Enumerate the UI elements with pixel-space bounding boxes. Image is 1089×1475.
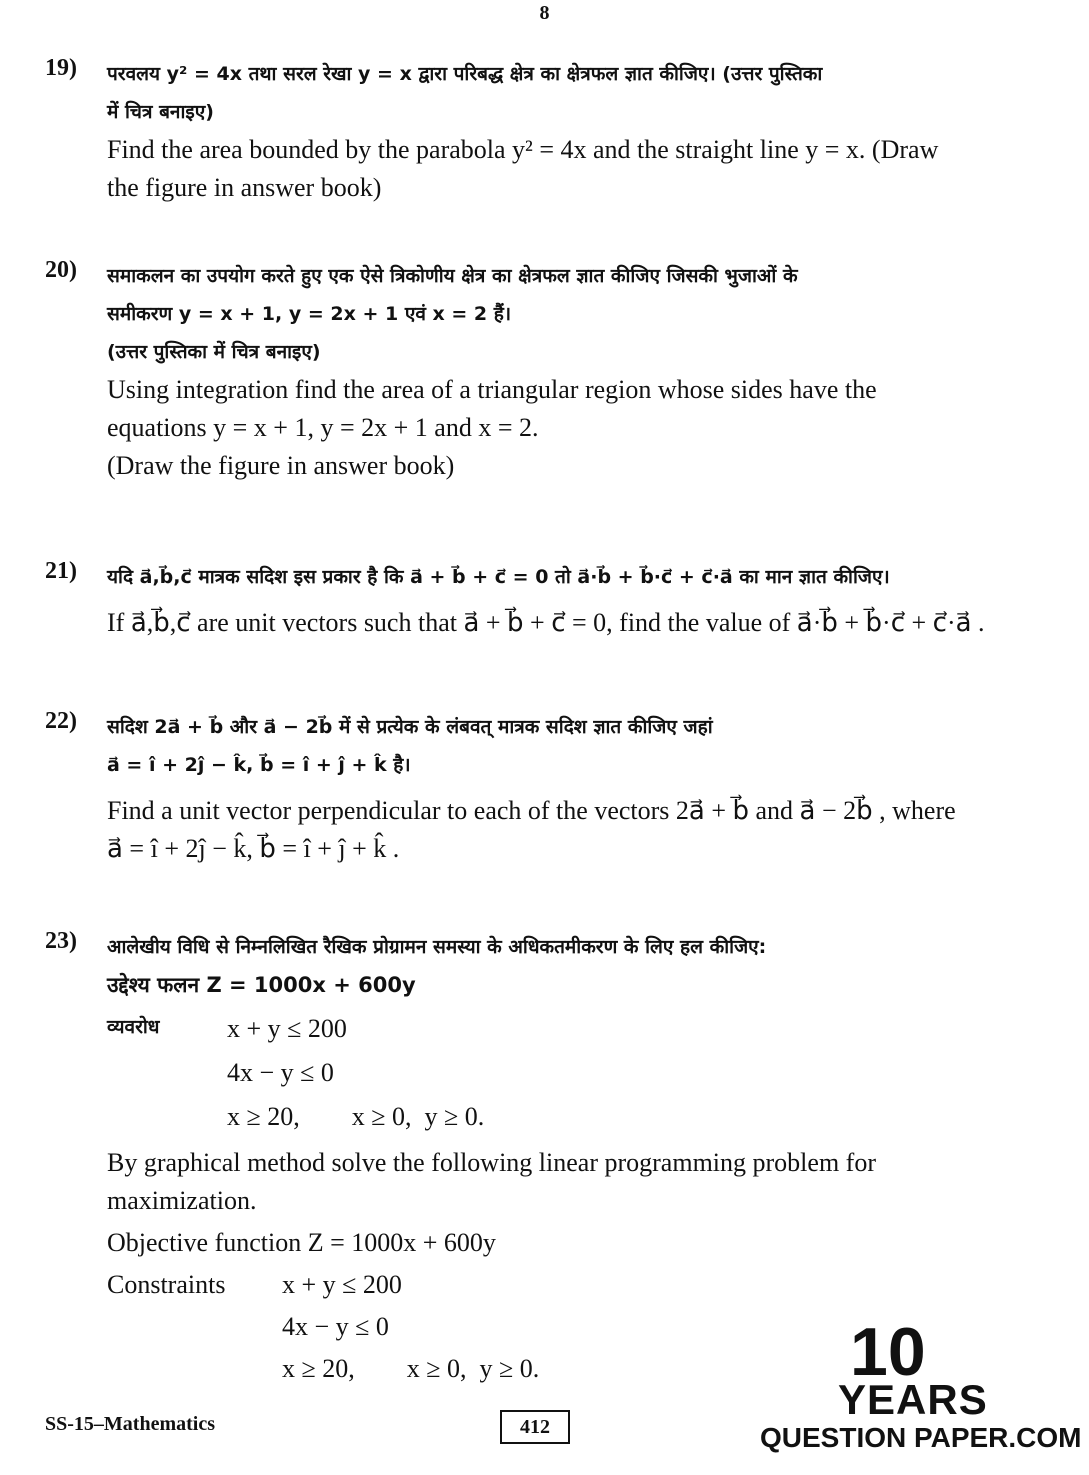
paper-code: SS-15–Mathematics	[45, 1413, 215, 1435]
question-number: 23)	[45, 928, 77, 954]
question-english-line: Objective function Z = 1000x + 600y	[107, 1228, 496, 1257]
question-english-line: equations y = x + 1, y = 2x + 1 and x = 2.	[107, 413, 539, 442]
question-hindi-line: (उत्तर पुस्तिका में चित्र बनाइए)	[107, 341, 321, 363]
question-hindi-line: सदिश 2a⃗ + b⃗ और a⃗ − 2b⃗ में से प्रत्येक के लंबवत् मात्रक सदिश ज्ञात कीजिए जहां	[107, 716, 713, 738]
constraint-line: 4x − y ≤ 0	[282, 1312, 389, 1341]
logo-years: YEARS	[838, 1376, 988, 1423]
constraint-line: x + y ≤ 200	[227, 1014, 347, 1043]
question-22	[45, 708, 1050, 868]
question-english-line: maximization.	[107, 1186, 257, 1215]
question-number: 20)	[45, 257, 77, 283]
constraint-label-english: Constraints	[107, 1270, 226, 1299]
question-hindi-line: उद्देश्य फलन Z = 1000x + 600y	[107, 973, 416, 997]
logo-subtitle: QUESTION PAPER.COM	[760, 1422, 1082, 1453]
question-hindi-line: परवलय y² = 4x तथा सरल रेखा y = x द्वारा परिबद्ध क्षेत्र का क्षेत्रफल ज्ञात कीजिए। (उत्तर पुस्तिका	[107, 63, 823, 85]
question-english-line: By graphical method solve the following linear programming problem for	[107, 1148, 876, 1177]
question-hindi-line: यदि a⃗,b⃗,c⃗ मात्रक सदिश इस प्रकार है कि a⃗ + b⃗ + c⃗ = 0 तो a⃗·b⃗ + b⃗·c⃗ + c⃗·a⃗ का मान ज्ञात कीजिए।	[107, 566, 890, 588]
page-number: 8	[539, 2, 550, 24]
question-english-line: Find a unit vector perpendicular to each of the vectors 2a⃗ + b⃗ and a⃗ − 2b⃗ , where	[107, 796, 956, 825]
page-code-box: 412	[500, 1410, 570, 1444]
question-number: 22)	[45, 708, 77, 734]
question-hindi-line: में चित्र बनाइए)	[107, 101, 214, 123]
question-20	[45, 257, 1050, 485]
site-logo	[760, 1314, 1082, 1468]
question-hindi-line: आलेखीय विधि से निम्नलिखित रैखिक प्रोग्रामन समस्या के अधिकतमीकरण के लिए हल कीजिए:	[107, 936, 767, 958]
question-19	[45, 55, 1050, 207]
logo-number: 10	[850, 1314, 926, 1390]
constraint-line: x ≥ 20, x ≥ 0, y ≥ 0.	[282, 1354, 540, 1383]
question-english-line: (Draw the figure in answer book)	[107, 451, 455, 480]
question-number: 19)	[45, 55, 77, 81]
question-number: 21)	[45, 558, 77, 584]
question-21	[45, 558, 1050, 642]
question-english-line: the figure in answer book)	[107, 173, 382, 202]
question-english-line: Find the area bounded by the parabola y² = 4x and the straight line y = x. (Draw	[107, 135, 939, 164]
constraint-line: x ≥ 20, x ≥ 0, y ≥ 0.	[227, 1102, 485, 1131]
constraint-line: 4x − y ≤ 0	[227, 1058, 334, 1087]
question-english-line: If a⃗,b⃗,c⃗ are unit vectors such that a⃗ + b⃗ + c⃗ = 0, find the value of a⃗·b⃗ + b⃗·c⃗ + c⃗·a⃗ .	[107, 608, 985, 637]
question-hindi-line: a⃗ = î + 2ĵ − k̂, b⃗ = î + ĵ + k̂ है।	[107, 754, 411, 776]
question-english-line: Using integration find the area of a triangular region whose sides have the	[107, 375, 877, 404]
constraint-label-hindi: व्यवरोध	[107, 1016, 160, 1038]
question-english-line: a⃗ = î + 2ĵ − k̂, b⃗ = î + ĵ + k̂ .	[107, 834, 400, 863]
constraint-line: x + y ≤ 200	[282, 1270, 402, 1299]
question-hindi-line: समाकलन का उपयोग करते हुए एक ऐसे त्रिकोणीय क्षेत्र का क्षेत्रफल ज्ञात कीजिए जिसकी भुजाओं के	[107, 265, 798, 287]
question-hindi-line: समीकरण y = x + 1, y = 2x + 1 एवं x = 2 हैं।	[107, 303, 512, 325]
